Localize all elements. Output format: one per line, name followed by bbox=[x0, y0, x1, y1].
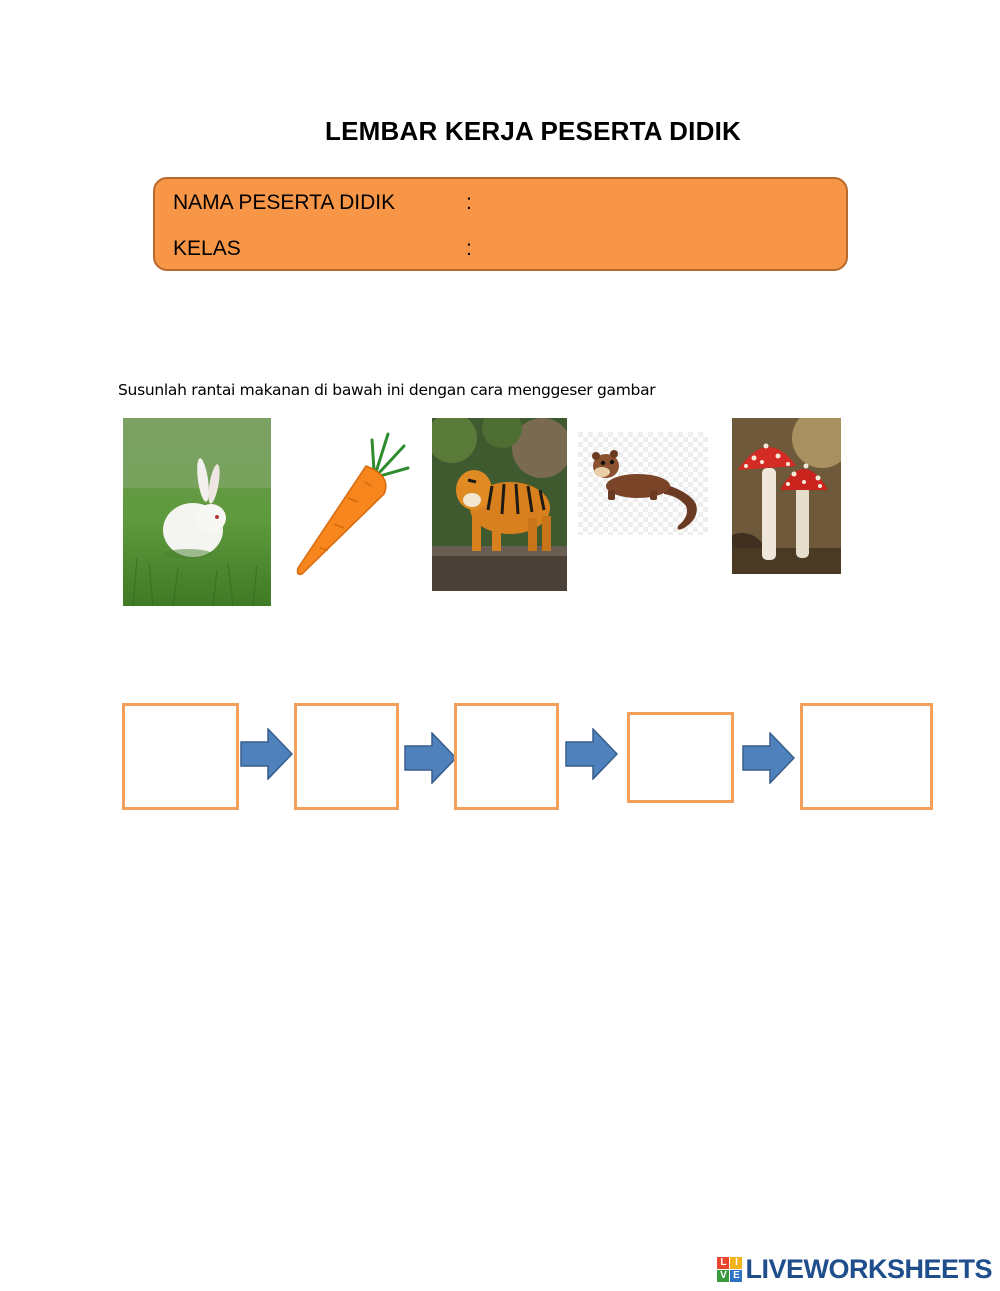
student-info-box bbox=[153, 177, 848, 271]
instruction-text: Susunlah rantai makanan di bawah ini dengan cara menggeser gambar bbox=[118, 381, 656, 399]
student-name-colon: : bbox=[466, 191, 472, 214]
weasel-image[interactable] bbox=[578, 432, 708, 535]
liveworksheets-logo bbox=[717, 1254, 992, 1285]
food-chain-slot-2[interactable] bbox=[294, 703, 399, 810]
logo-text: LIVEWORKSHEETS bbox=[745, 1254, 992, 1284]
logo-letter-v: V bbox=[717, 1270, 729, 1282]
class-colon: : bbox=[466, 237, 472, 260]
logo-letter-l: L bbox=[717, 1257, 729, 1269]
logo-letter-e: E bbox=[730, 1270, 742, 1282]
student-name-label: NAMA PESERTA DIDIK bbox=[173, 191, 396, 214]
carrot-image[interactable] bbox=[288, 428, 416, 578]
arrow-right-icon bbox=[404, 732, 457, 784]
food-chain-slot-1[interactable] bbox=[122, 703, 239, 810]
tiger-image[interactable] bbox=[432, 418, 567, 591]
mushroom-image[interactable] bbox=[732, 418, 841, 574]
food-chain-slot-3[interactable] bbox=[454, 703, 559, 810]
food-chain-slot-4[interactable] bbox=[627, 712, 734, 803]
class-label: KELAS bbox=[173, 237, 241, 260]
logo-letter-i: I bbox=[730, 1257, 742, 1269]
arrow-right-icon bbox=[565, 728, 618, 780]
food-chain-slot-5[interactable] bbox=[800, 703, 933, 810]
rabbit-image[interactable] bbox=[123, 418, 271, 606]
arrow-right-icon bbox=[240, 728, 293, 780]
arrow-right-icon bbox=[742, 732, 795, 784]
logo-blocks-icon bbox=[717, 1257, 742, 1282]
page-title: LEMBAR KERJA PESERTA DIDIK bbox=[325, 116, 741, 146]
